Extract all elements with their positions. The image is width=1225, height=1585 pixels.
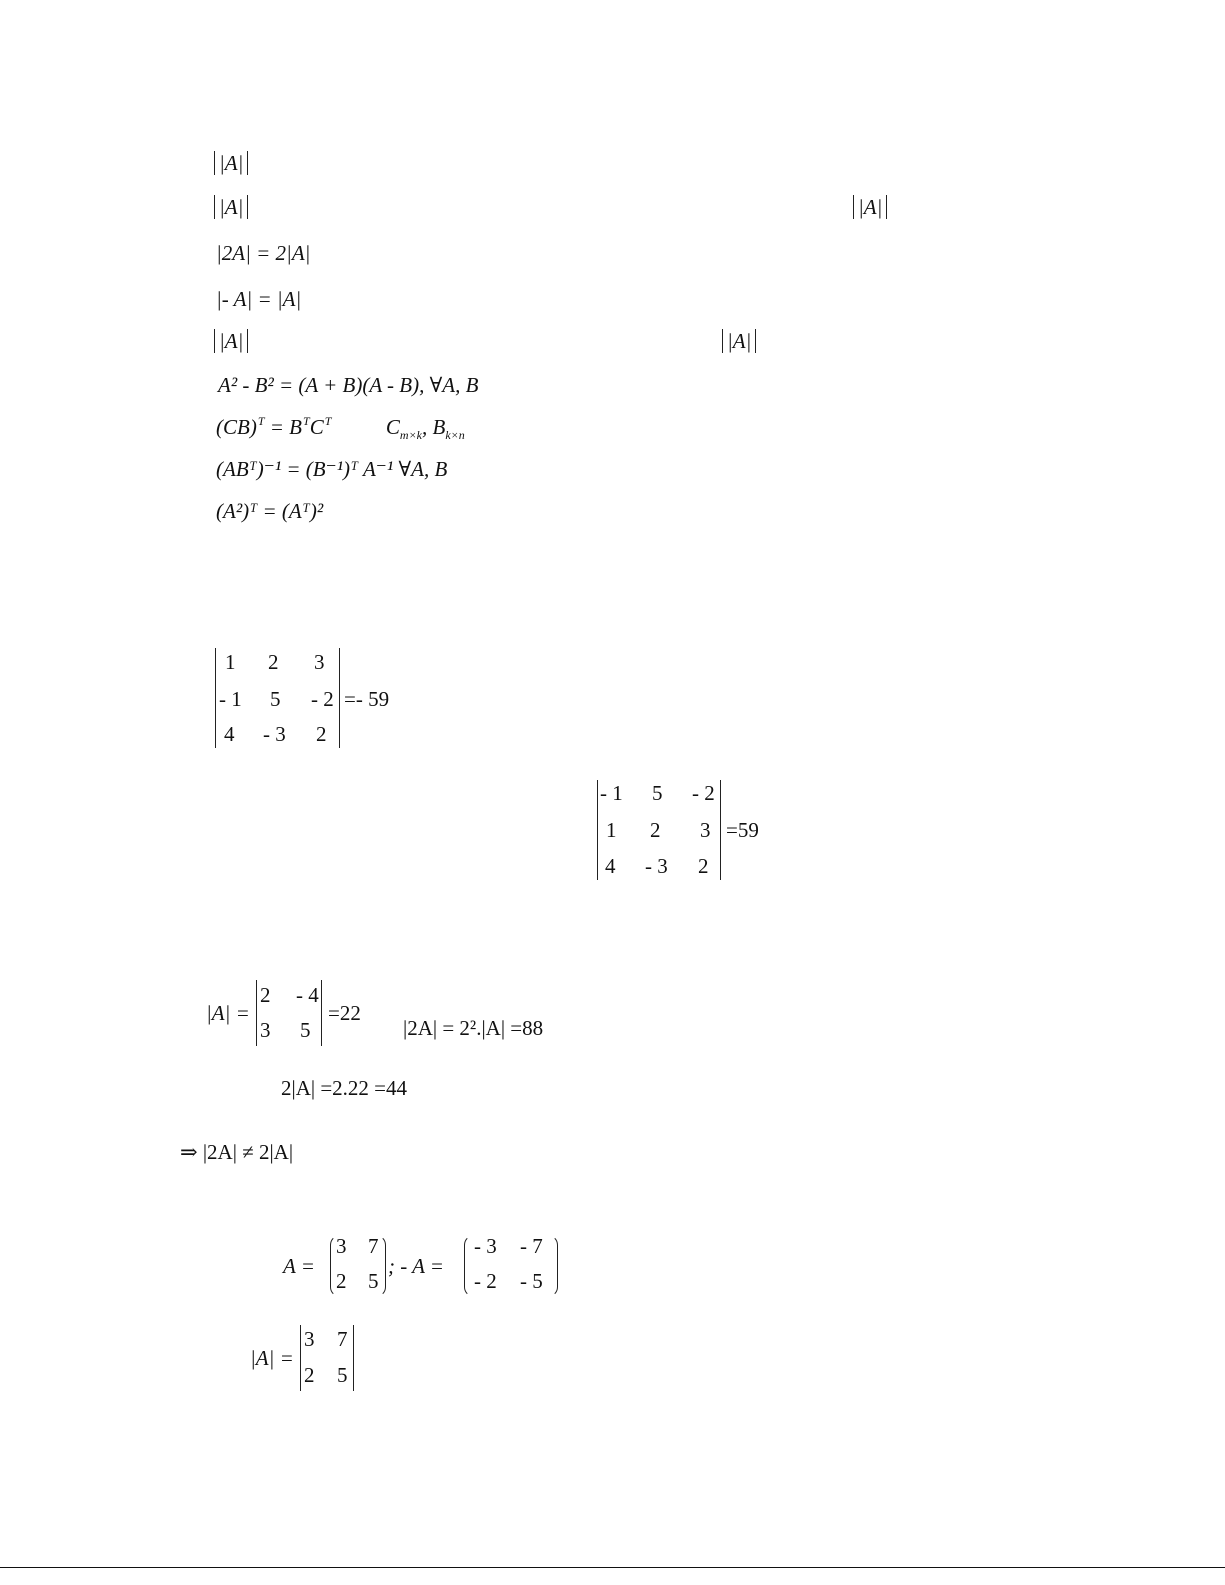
det-bar-left	[256, 980, 257, 1046]
statement-7	[216, 414, 465, 443]
matrix-cell: - 7	[520, 1234, 543, 1258]
det-cell: 4	[224, 722, 235, 746]
page-bottom-rule	[0, 1567, 1225, 1568]
det-cell: 1	[225, 650, 236, 674]
det-bar-right	[353, 1325, 354, 1391]
transpose-sup: T	[257, 414, 265, 428]
cb-term: (CB)	[216, 415, 257, 439]
statement-5-left	[214, 328, 248, 354]
det-bar-left	[300, 1325, 301, 1391]
det-cell: 4	[605, 854, 616, 878]
statement-5-right	[722, 328, 756, 354]
det-cell: 1	[606, 818, 617, 842]
det-cell: - 2	[311, 687, 334, 711]
matrix-cell: 2	[336, 1269, 347, 1293]
matrix-cell: - 5	[520, 1269, 543, 1293]
det-bar-right	[720, 780, 721, 880]
det-cell: 2	[698, 854, 709, 878]
det-cell: - 3	[263, 722, 286, 746]
dim-sub: m×k	[399, 428, 423, 442]
statement-2-left	[214, 194, 248, 220]
det-result: =- 59	[344, 687, 390, 711]
abs-a: |A|	[853, 195, 887, 219]
det-cell: 3	[700, 818, 711, 842]
statement-8: (ABᵀ)⁻¹ = (B⁻¹)ᵀ A⁻¹ ∀A, B	[216, 457, 448, 481]
c-dim: C	[385, 415, 400, 439]
det-cell: 5	[300, 1018, 311, 1042]
det-cell: 7	[337, 1327, 348, 1351]
implies-line: ⇒ |2A| ≠ 2|A|	[180, 1140, 294, 1164]
det-cell: 3	[304, 1327, 315, 1351]
matrix-lhs: A =	[283, 1254, 315, 1278]
line-44: 2|A| =2.22 =44	[281, 1076, 408, 1100]
det-cell: 5	[337, 1363, 348, 1387]
det-cell: 2	[260, 983, 271, 1007]
c-term: C	[309, 415, 324, 439]
det-cell: 2	[650, 818, 661, 842]
transpose-sup: T	[303, 414, 310, 428]
abs-a: |A|	[214, 195, 248, 219]
statement-3: |2A| = 2|A|	[216, 241, 311, 265]
matrix-cell: 5	[368, 1269, 379, 1293]
det-cell: 5	[270, 687, 281, 711]
matrix-cell: 7	[368, 1234, 379, 1258]
eq-b: = B	[264, 415, 303, 439]
det-result: =59	[726, 818, 759, 842]
abs-a: |A|	[214, 151, 248, 175]
det-cell: 3	[314, 650, 325, 674]
det-cell: - 4	[296, 983, 319, 1007]
matrix-cell: 3	[336, 1234, 347, 1258]
det-result: =22	[328, 1001, 361, 1025]
det-cell: 3	[260, 1018, 271, 1042]
det-bar-right	[339, 648, 340, 748]
statement-6: A² - B² = (A + B)(A - B), ∀A, B	[218, 373, 479, 397]
abs-a: |A|	[214, 329, 248, 353]
det-side-equation: |2A| = 2².|A| =88	[403, 1016, 544, 1040]
det-cell: - 1	[600, 781, 623, 805]
statement-4: |- A| = |A|	[216, 287, 302, 311]
det-bar-right	[321, 980, 322, 1046]
statement-9: (A²)ᵀ = (Aᵀ)²	[216, 499, 324, 523]
det-lhs: |A| =	[250, 1346, 294, 1370]
b-dim: , B	[422, 415, 446, 439]
det-cell: 2	[268, 650, 279, 674]
det-cell: - 2	[692, 781, 715, 805]
det-cell: 2	[316, 722, 327, 746]
matrix-separator: ; - A =	[388, 1254, 444, 1278]
det-cell: - 3	[645, 854, 668, 878]
transpose-sup: T	[324, 414, 332, 428]
det-bar-left	[597, 780, 598, 880]
statement-1	[214, 150, 248, 176]
statement-2-right	[853, 194, 887, 220]
det-bar-left	[215, 648, 216, 748]
det-cell: 5	[652, 781, 663, 805]
abs-a: |A|	[722, 329, 756, 353]
det-cell: 2	[304, 1363, 315, 1387]
matrix-cell: - 2	[474, 1269, 497, 1293]
dim-sub: k×n	[445, 428, 465, 442]
matrix-cell: - 3	[474, 1234, 497, 1258]
det-cell: - 1	[219, 687, 242, 711]
det-lhs: |A| =	[206, 1001, 250, 1025]
